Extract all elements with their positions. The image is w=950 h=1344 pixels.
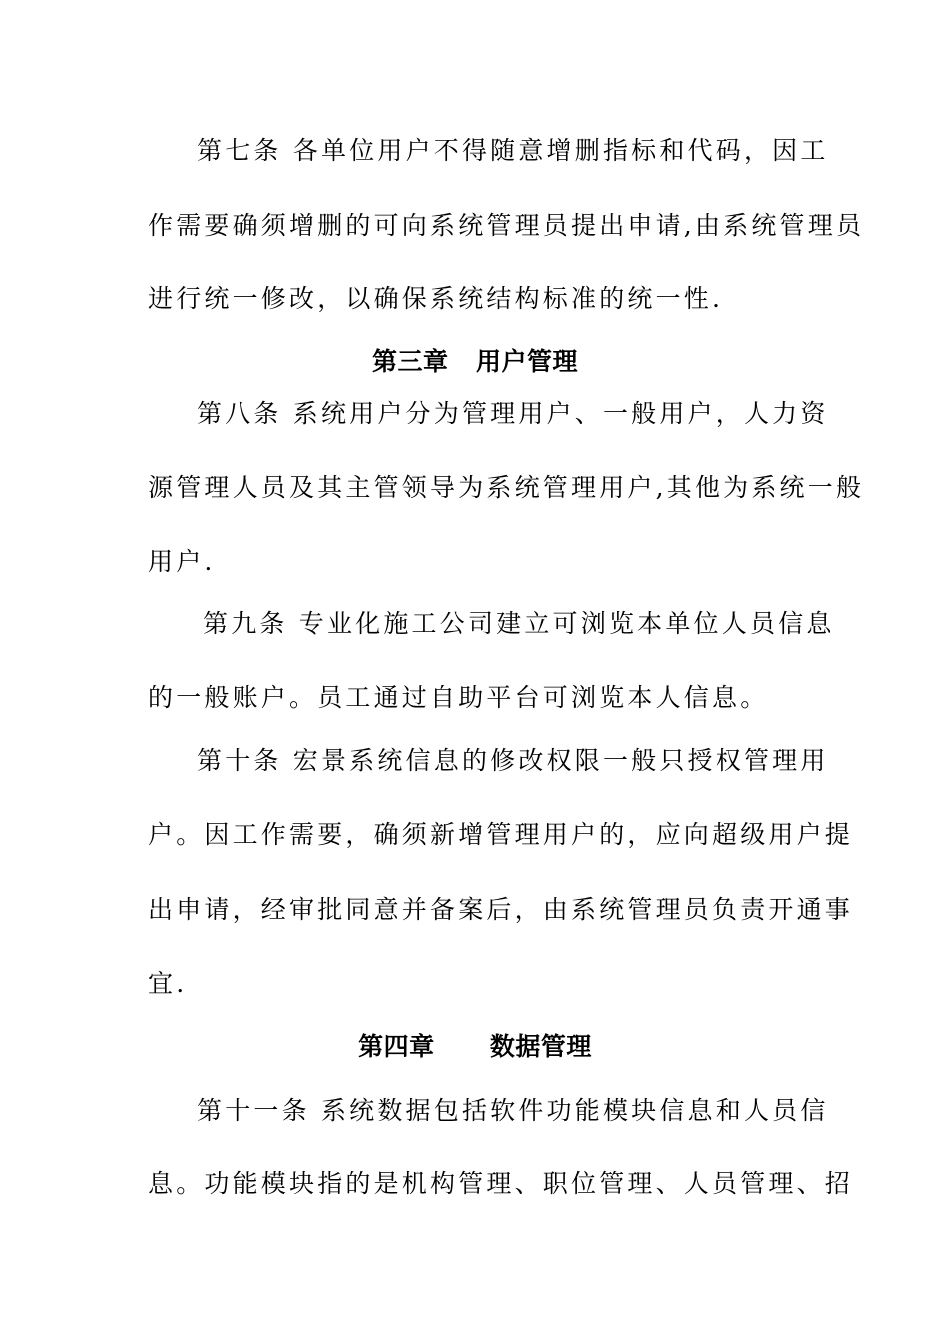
chapter-3-heading: 第三章 用户管理 <box>371 347 579 376</box>
article-7-line-1: 第七条 各单位用户不得随意增删指标和代码，因工 <box>197 136 829 165</box>
article-11-line-2: 息。功能模块指的是机构管理、职位管理、人员管理、招 <box>148 1169 854 1198</box>
article-8-line-1: 第八条 系统用户分为管理用户、一般用户，人力资 <box>197 399 829 428</box>
article-8-line-2: 源管理人员及其主管领导为系统管理用户,其他为系统一般 <box>148 473 865 502</box>
article-9-line-1: 第九条 专业化施工公司建立可浏览本单位人员信息 <box>203 609 835 638</box>
article-7-line-3: 进行统一修改，以确保系统结构标准的统一性. <box>148 284 724 313</box>
article-10-line-2: 户。因工作需要，确须新增管理用户的，应向超级用户提 <box>148 820 854 849</box>
article-11-line-1: 第十一条 系统数据包括软件功能模块信息和人员信 <box>197 1096 829 1125</box>
article-8-line-3: 用户. <box>148 547 216 576</box>
chapter-4-heading: 第四章 数据管理 <box>358 1032 592 1061</box>
article-9-line-2: 的一般账户。员工通过自助平台可浏览本人信息。 <box>148 683 769 712</box>
article-10-line-1: 第十条 宏景系统信息的修改权限一般只授权管理用 <box>197 746 829 775</box>
article-10-line-3: 出申请，经审批同意并备案后，由系统管理员负责开通事 <box>148 895 854 924</box>
article-10-line-4: 宜. <box>148 969 188 998</box>
article-7-line-2: 作需要确须增删的可向系统管理员提出申请,由系统管理员 <box>148 211 865 240</box>
